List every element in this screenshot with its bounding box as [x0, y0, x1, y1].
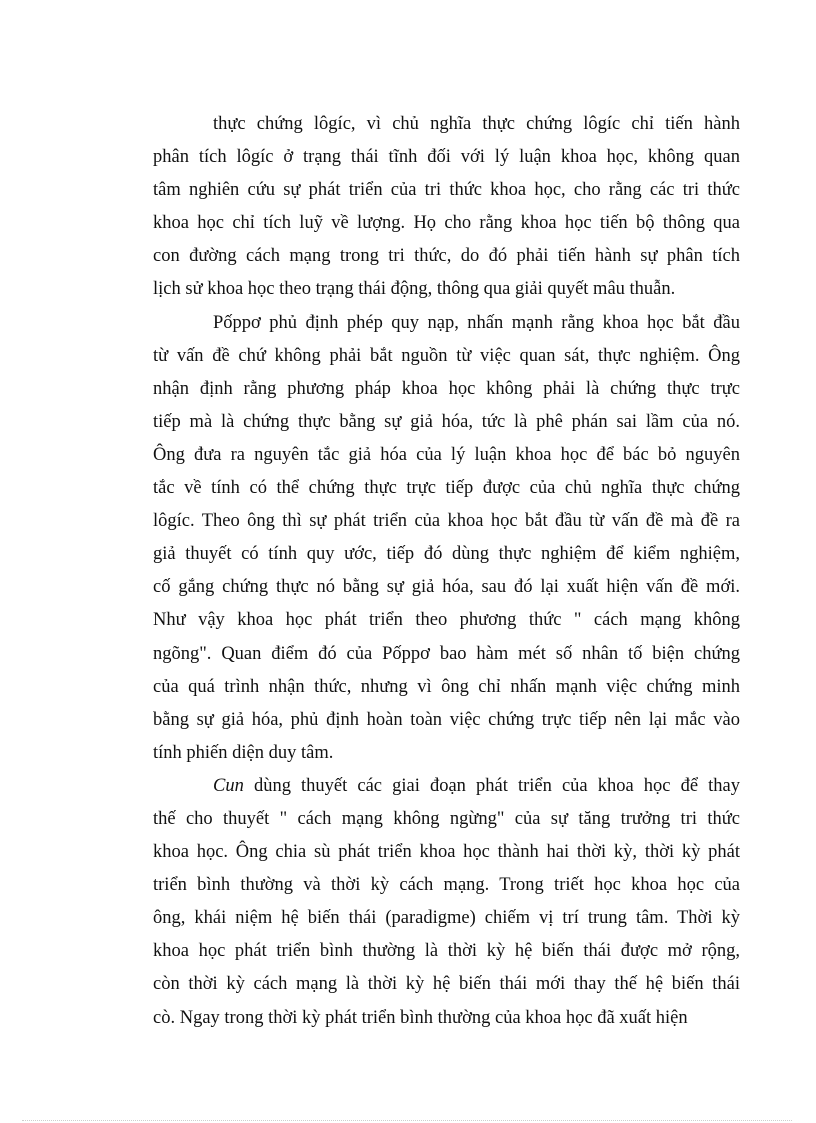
text-line: ngõng". Quan điểm đó của Pốppơ bao hàm mét số nhân tố biện chứng [153, 643, 740, 664]
text-line: khoa học. Ông chia sù phát triển khoa học thành hai thời kỳ, thời kỳ phát [153, 842, 740, 863]
text-line: khoa học chỉ tích luỹ về lượng. Họ cho rằng khoa học tiến bộ thông qua [153, 213, 740, 234]
text-line: thực chứng lôgíc, vì chủ nghĩa thực chứng lôgíc chỉ tiến hành [213, 114, 740, 134]
text-line-rest: dùng thuyết các giai đoạn phát triển của khoa học để thay [243, 775, 740, 796]
text-line: lịch sử khoa học theo trạng thái động, thông qua giải quyết mâu thuẫn. [153, 279, 676, 300]
document-body [153, 108, 740, 1035]
paragraph-1 [153, 108, 740, 307]
text-line: Ông đưa ra nguyên tắc giả hóa của lý luận khoa học để bác bỏ nguyên [153, 444, 740, 465]
text-line: khoa học phát triển bình thường là thời kỳ hệ biến thái được mở rộng, [153, 941, 740, 962]
text-line: của quá trình nhận thức, nhưng vì ông chỉ nhấn mạnh việc chứng minh [153, 676, 740, 697]
paragraph-3 [153, 770, 740, 1035]
text-line: ông, khái niệm hệ biến thái (paradigme) chiếm vị trí trung tâm. Thời kỳ [153, 908, 740, 929]
text-line: phân tích lôgíc ở trạng thái tĩnh đối với lý luận khoa học, không quan [153, 147, 740, 168]
text-line: giả thuyết có tính quy ước, tiếp đó dùng thực nghiệm để kiểm nghiệm, [153, 544, 740, 565]
text-line: tắc về tính có thể chứng thực trực tiếp được của chủ nghĩa thực chứng [153, 478, 740, 499]
text-line: cố gắng chứng thực nó bằng sự giả hóa, sau đó lại xuất hiện vấn đề mới. [153, 577, 740, 598]
text-line: lôgíc. Theo ông thì sự phát triển của khoa học bắt đầu từ vấn đề mà đề ra [153, 511, 740, 532]
text-line: tính phiến diện duy tâm. [153, 742, 334, 763]
text-line: tâm nghiên cứu sự phát triển của tri thức khoa học, cho rằng các tri thức [153, 180, 740, 201]
text-line: nhận định rằng phương pháp khoa học không phải là chứng thực trực [153, 378, 740, 399]
text-line: Như vậy khoa học phát triển theo phương thức " cách mạng không [153, 610, 740, 631]
text-line: còn thời kỳ cách mạng là thời kỳ hệ biến thái mới thay thế hệ biến thái [153, 974, 740, 995]
text-line: tiếp mà là chứng thực bằng sự giả hóa, tức là phê phán sai lầm của nó. [153, 411, 740, 432]
text-line: triển bình thường và thời kỳ cách mạng. Trong triết học khoa học của [153, 875, 740, 896]
italic-lead-word: Cun [213, 775, 244, 796]
text-line: Pốppơ phủ định phép quy nạp, nhấn mạnh rằng khoa học bắt đầu [213, 312, 740, 333]
text-line: từ vấn đề chứ không phải bắt nguồn từ việc quan sát, thực nghiệm. Ông [153, 345, 740, 366]
text-line: thế cho thuyết " cách mạng không ngừng" của sự tăng trưởng tri thức [153, 808, 740, 829]
text-line: cò. Ngay trong thời kỳ phát triển bình thường của khoa học đã xuất hiện [153, 1007, 688, 1028]
page-bottom-divider [22, 1120, 792, 1121]
text-line: con đường cách mạng trong tri thức, do đó phải tiến hành sự phân tích [153, 246, 740, 267]
text-line: bằng sự giả hóa, phủ định hoàn toàn việc chứng trực tiếp nên lại mắc vào [153, 709, 740, 730]
text-line [153, 770, 740, 803]
paragraph-2 [153, 307, 740, 770]
